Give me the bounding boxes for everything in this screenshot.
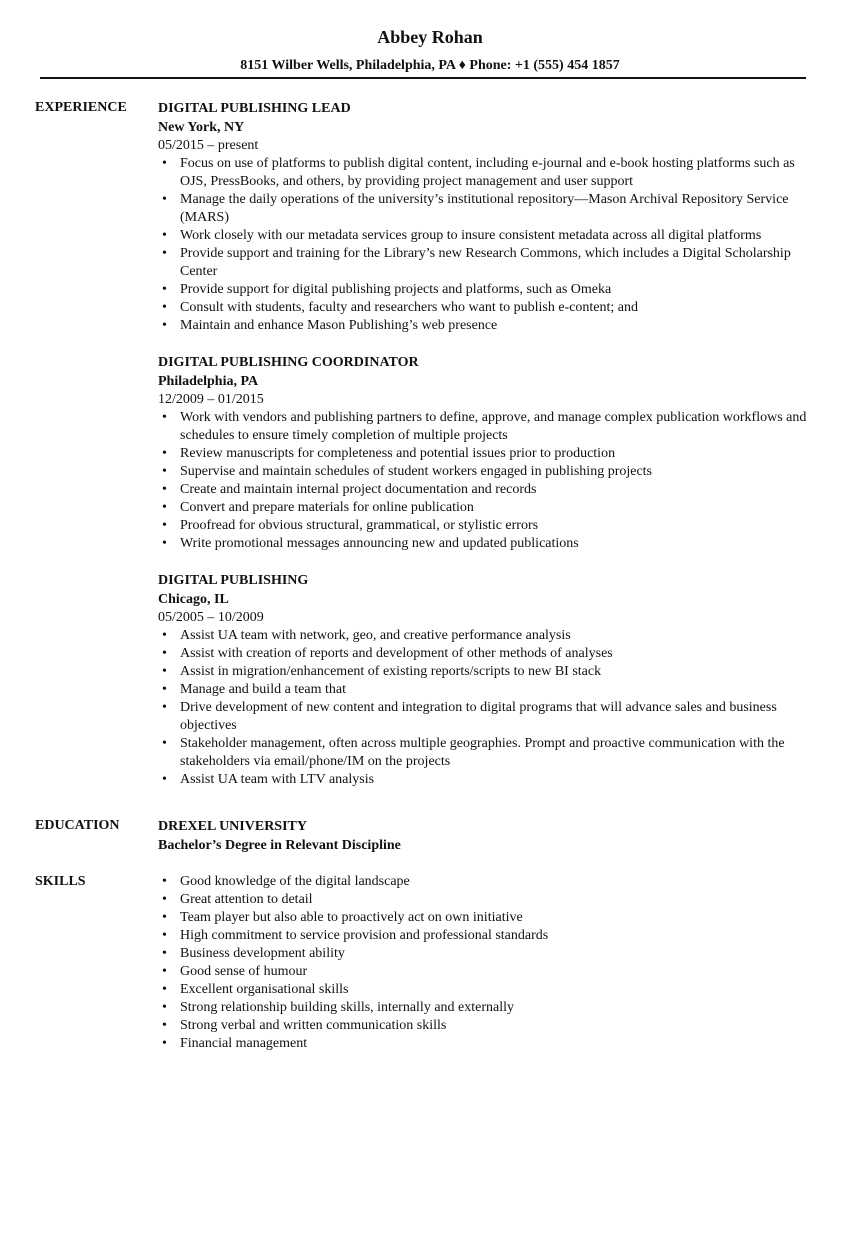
job-dates: 12/2009 – 01/2015 bbox=[158, 392, 264, 407]
job-bullets bbox=[158, 627, 808, 789]
list-item: • Assist UA team with network, geo, and creative performance analysis bbox=[158, 627, 808, 645]
job-bullets bbox=[158, 409, 808, 553]
section-label-education: EDUCATION bbox=[35, 818, 120, 833]
skills-body bbox=[158, 873, 808, 1053]
list-item: • Work closely with our metadata services group to insure consistent metadata across all digital platforms bbox=[158, 227, 808, 245]
contact-line: 8151 Wilber Wells, Philadelphia, PA ♦ Phone: +1 (555) 454 1857 bbox=[240, 58, 620, 73]
list-item: • Convert and prepare materials for online publication bbox=[158, 499, 808, 517]
job-entry bbox=[158, 353, 808, 553]
section-label-skills: SKILLS bbox=[35, 874, 86, 889]
job-title: DIGITAL PUBLISHING bbox=[158, 573, 309, 588]
list-item: • Work with vendors and publishing partners to define, approve, and manage complex publication workflows and schedules to ensure timely completion of multiple projects bbox=[158, 409, 808, 445]
education-body bbox=[158, 817, 808, 855]
job-entry bbox=[158, 99, 808, 335]
list-item: • Assist UA team with LTV analysis bbox=[158, 771, 808, 789]
list-item: • High commitment to service provision and professional standards bbox=[158, 927, 808, 945]
list-item: • Supervise and maintain schedules of student workers engaged in publishing projects bbox=[158, 463, 808, 481]
job-bullets bbox=[158, 155, 808, 335]
list-item: • Create and maintain internal project documentation and records bbox=[158, 481, 808, 499]
list-item: • Assist with creation of reports and development of other methods of analyses bbox=[158, 645, 808, 663]
list-item: • Provide support and training for the Library’s new Research Commons, which includes a Digital Scholarship Center bbox=[158, 245, 808, 281]
list-item: • Financial management bbox=[158, 1035, 808, 1053]
job-dates: 05/2015 – present bbox=[158, 138, 259, 153]
job-location: Philadelphia, PA bbox=[158, 374, 259, 389]
list-item: • Strong verbal and written communication skills bbox=[158, 1017, 808, 1035]
section-label-experience: EXPERIENCE bbox=[35, 100, 127, 115]
list-item: • Drive development of new content and integration to digital programs that will advance sales and business objectives bbox=[158, 699, 808, 735]
list-item: • Excellent organisational skills bbox=[158, 981, 808, 999]
job-dates: 05/2005 – 10/2009 bbox=[158, 610, 264, 625]
job-location: Chicago, IL bbox=[158, 592, 229, 607]
candidate-name: Abbey Rohan bbox=[377, 27, 483, 47]
list-item: • Provide support for digital publishing projects and platforms, such as Omeka bbox=[158, 281, 808, 299]
list-item: • Manage and build a team that bbox=[158, 681, 808, 699]
resume-header bbox=[0, 0, 860, 75]
job-location: New York, NY bbox=[158, 120, 245, 135]
list-item: • Review manuscripts for completeness and potential issues prior to production bbox=[158, 445, 808, 463]
header-divider bbox=[40, 77, 806, 79]
list-item: • Stakeholder management, often across multiple geographies. Prompt and proactive communication with the stakeholders via email/phone/IM on the projects bbox=[158, 735, 808, 771]
job-entry bbox=[158, 571, 808, 789]
list-item: • Focus on use of platforms to publish digital content, including e-journal and e-book hosting platforms such as OJS, PressBooks, and others, by providing project management and user support bbox=[158, 155, 808, 191]
degree: Bachelor’s Degree in Relevant Discipline bbox=[158, 838, 401, 853]
list-item: • Write promotional messages announcing new and updated publications bbox=[158, 535, 808, 553]
list-item: • Strong relationship building skills, internally and externally bbox=[158, 999, 808, 1017]
list-item: • Good knowledge of the digital landscape bbox=[158, 873, 808, 891]
experience-body bbox=[158, 99, 808, 807]
list-item: • Consult with students, faculty and researchers who want to publish e-content; and bbox=[158, 299, 808, 317]
job-title: DIGITAL PUBLISHING COORDINATOR bbox=[158, 355, 419, 370]
list-item: • Assist in migration/enhancement of existing reports/scripts to new BI stack bbox=[158, 663, 808, 681]
list-item: • Proofread for obvious structural, grammatical, or stylistic errors bbox=[158, 517, 808, 535]
list-item: • Business development ability bbox=[158, 945, 808, 963]
list-item: • Great attention to detail bbox=[158, 891, 808, 909]
list-item: • Team player but also able to proactively act on own initiative bbox=[158, 909, 808, 927]
list-item: • Good sense of humour bbox=[158, 963, 808, 981]
skills-list bbox=[158, 873, 808, 1053]
job-title: DIGITAL PUBLISHING LEAD bbox=[158, 101, 351, 116]
list-item: • Maintain and enhance Mason Publishing’s web presence bbox=[158, 317, 808, 335]
list-item: • Manage the daily operations of the university’s institutional repository—Mason Archival Repository Service (MARS) bbox=[158, 191, 808, 227]
school-name: DREXEL UNIVERSITY bbox=[158, 819, 307, 834]
